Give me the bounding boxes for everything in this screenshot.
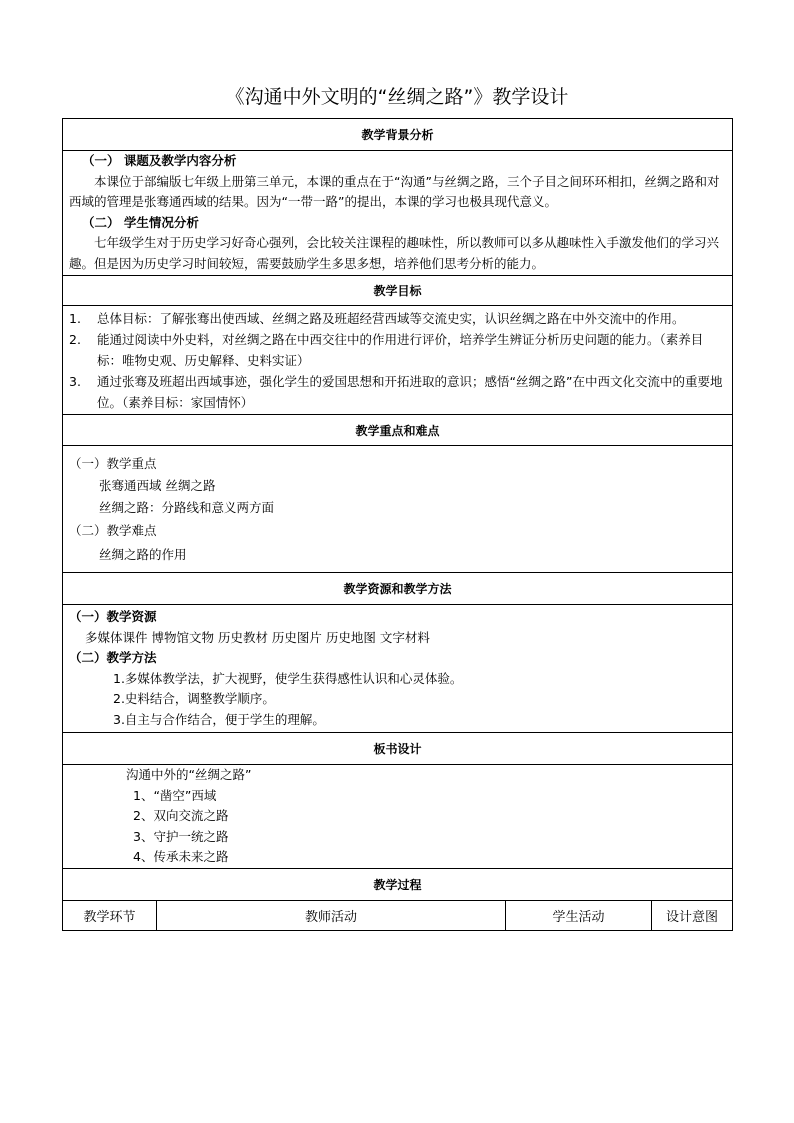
goals-content <box>63 306 733 415</box>
board-heading-row <box>63 733 733 765</box>
goal-item-3-text: 通过张骞及班超出西域事迹，强化学生的爱国思想和开拓进取的意识；感悟“丝绸之路”在中西文化交流中的重要地位。（素养目标：家国情怀） <box>97 374 723 410</box>
goal-item-1-num: 1. <box>69 311 81 326</box>
keypoints-heading-row <box>63 415 733 446</box>
keypoints-line-3: 丝绸之路的作用 <box>99 547 187 562</box>
board-item-1: 1、“凿空”西域 <box>133 787 217 803</box>
background-heading-row <box>63 119 733 151</box>
goals-heading: 教学目标 <box>63 276 733 306</box>
board-item-3: 3、守护一统之路 <box>133 828 229 844</box>
keypoints-heading: 教学重点和难点 <box>63 415 733 446</box>
keypoints-sub2-title: （二）教学难点 <box>69 523 157 538</box>
process-col-teacher: 教师活动 <box>157 900 506 930</box>
board-content-row <box>63 765 733 869</box>
document-title: 《沟通中外文明的“丝绸之路”》教学设计 <box>225 86 569 108</box>
keypoints-line-1: 张骞通西域 丝绸之路 <box>99 478 216 493</box>
resources-list: 多媒体课件 博物馆文物 历史教材 历史图片 历史地图 文字材料 <box>85 629 430 645</box>
method-item-2: 2.史料结合，调整教学顺序。 <box>113 691 275 706</box>
process-col-intent: 设计意图 <box>652 900 733 930</box>
board-title: 沟通中外的“丝绸之路” <box>126 767 252 782</box>
goals-heading-row <box>63 276 733 306</box>
keypoints-content <box>63 446 733 573</box>
board-heading: 板书设计 <box>63 733 733 765</box>
board-item-4: 4、传承未来之路 <box>133 849 229 864</box>
resources-heading: 教学资源和教学方法 <box>63 573 733 605</box>
goal-item-2-text: 能通过阅读中外史料，对丝绸之路在中西交往中的作用进行评价，培养学生辨证分析历史问题的能力。（素养目标：唯物史观、历史解释、史料实证） <box>97 332 704 368</box>
resources-sub2-title: （二）教学方法 <box>69 650 157 665</box>
goal-item-2 <box>69 329 726 371</box>
background-sub1-text: 本课位于部编版七年级上册第三单元，本课的重点在于“沟通”与丝绸之路，三个子目之间环环相扣，丝绸之路和对西域的管理是张骞通西域的结果。因为“一带一路”的提出，本课的学习也极具现代意义。 <box>69 173 720 209</box>
keypoints-content-row <box>63 446 733 573</box>
resources-heading-row <box>63 573 733 605</box>
method-item-1: 1.多媒体教学法，扩大视野，使学生获得感性认识和心灵体验。 <box>113 670 463 686</box>
resources-sub1-title: （一）教学资源 <box>69 609 157 624</box>
goal-item-3-num: 3. <box>69 374 81 389</box>
background-sub1-title: （一） 课题及教学内容分析 <box>82 153 237 168</box>
background-heading: 教学背景分析 <box>63 119 733 151</box>
process-col-stage: 教学环节 <box>63 900 157 930</box>
goal-item-1-text: 总体目标：了解张骞出使西域、丝绸之路及班超经营西域等交流史实，认识丝绸之路在中外交流中的作用。 <box>97 311 685 326</box>
goals-content-row <box>63 306 733 415</box>
process-col-student: 学生活动 <box>506 900 652 930</box>
process-heading-row <box>63 868 733 900</box>
method-item-3: 3.自主与合作结合，便于学生的理解。 <box>113 711 325 727</box>
resources-content-row <box>63 605 733 733</box>
keypoints-sub1-title: （一）教学重点 <box>69 456 157 471</box>
resources-content <box>63 605 733 733</box>
process-header-row <box>63 900 733 930</box>
goal-item-3 <box>69 371 726 413</box>
background-content-row <box>63 151 733 276</box>
goal-item-1 <box>69 308 726 329</box>
background-sub2-text: 七年级学生对于历史学习好奇心强列，会比较关注课程的趣味性，所以教师可以多从趣味性入手激发他们的学习兴趣。但是因为历史学习时间较短，需要鼓励学生多思多想，培养他们思考分析的能力。 <box>69 235 720 271</box>
board-content <box>63 765 733 869</box>
keypoints-line-2: 丝绸之路：分路线和意义两方面 <box>99 500 275 515</box>
goal-item-2-num: 2. <box>69 332 81 347</box>
lesson-design-table <box>62 118 733 931</box>
background-sub2-title: （二） 学生情况分析 <box>82 214 199 230</box>
board-item-2: 2、双向交流之路 <box>133 808 229 823</box>
background-content <box>63 151 733 276</box>
process-heading: 教学过程 <box>63 868 733 900</box>
